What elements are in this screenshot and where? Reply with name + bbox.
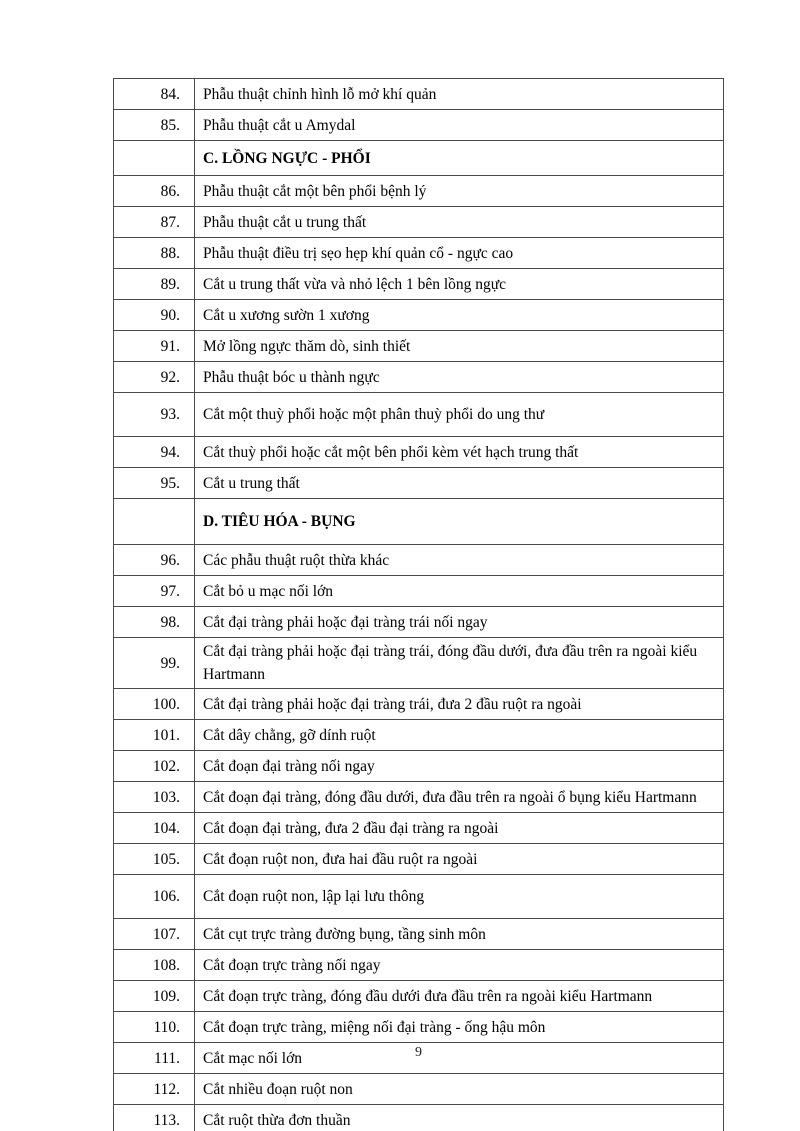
procedure-name: Phẫu thuật cắt một bên phổi bệnh lý — [195, 176, 724, 207]
procedure-row — [114, 1012, 724, 1043]
row-number-cell: 105. — [114, 844, 195, 875]
row-number-cell: 88. — [114, 238, 195, 269]
row-number-cell: 113. — [114, 1105, 195, 1131]
procedure-name: Cắt đoạn trực tràng, miệng nối đại tràng - ống hậu môn — [195, 1012, 724, 1043]
procedure-row — [114, 638, 724, 689]
procedure-row — [114, 362, 724, 393]
procedure-name: Cắt bỏ u mạc nối lớn — [195, 576, 724, 607]
procedure-row — [114, 110, 724, 141]
row-number-cell: 87. — [114, 207, 195, 238]
section-title: D. TIÊU HÓA - BỤNG — [195, 499, 724, 545]
row-number-cell: 112. — [114, 1074, 195, 1105]
procedures-table — [113, 78, 724, 1131]
procedure-name: Cắt u trung thất — [195, 468, 724, 499]
procedure-name: Cắt thuỳ phổi hoặc cắt một bên phổi kèm vét hạch trung thất — [195, 437, 724, 468]
row-number-cell: 94. — [114, 437, 195, 468]
row-number-cell: 86. — [114, 176, 195, 207]
procedure-row — [114, 176, 724, 207]
row-number-cell: 98. — [114, 607, 195, 638]
procedure-row — [114, 813, 724, 844]
procedure-name: Cắt u xương sườn 1 xương — [195, 300, 724, 331]
procedure-name: Cắt đoạn ruột non, lập lại lưu thông — [195, 875, 724, 919]
procedure-name: Phẫu thuật chỉnh hình lỗ mở khí quản — [195, 79, 724, 110]
procedure-name: Phẫu thuật cắt u Amydal — [195, 110, 724, 141]
row-number-cell: 91. — [114, 331, 195, 362]
procedure-name: Cắt đại tràng phải hoặc đại tràng trái nối ngay — [195, 607, 724, 638]
procedure-name: Cắt ruột thừa đơn thuần — [195, 1105, 724, 1131]
row-number-cell: 110. — [114, 1012, 195, 1043]
procedure-row — [114, 300, 724, 331]
procedure-name: Phẫu thuật điều trị sẹo hẹp khí quản cổ - ngực cao — [195, 238, 724, 269]
procedure-row — [114, 79, 724, 110]
row-number-cell: 111. — [114, 1043, 195, 1074]
procedure-name: Cắt đoạn ruột non, đưa hai đầu ruột ra ngoài — [195, 844, 724, 875]
row-number-cell: 89. — [114, 269, 195, 300]
procedure-name: Cắt đại tràng phải hoặc đại tràng trái, đưa 2 đầu ruột ra ngoài — [195, 689, 724, 720]
procedure-row — [114, 437, 724, 468]
procedure-name: Cắt đại tràng phải hoặc đại tràng trái, đóng đầu dưới, đưa đầu trên ra ngoài kiểu Hartmann — [195, 638, 724, 689]
row-number-cell: 84. — [114, 79, 195, 110]
section-header-row — [114, 141, 724, 176]
procedure-row — [114, 919, 724, 950]
row-number-cell: 100. — [114, 689, 195, 720]
procedure-row — [114, 269, 724, 300]
row-number-cell: 108. — [114, 950, 195, 981]
procedures-table-body — [114, 79, 724, 1131]
procedure-row — [114, 751, 724, 782]
procedure-name: Cắt cụt trực tràng đường bụng, tầng sinh môn — [195, 919, 724, 950]
row-number-cell — [114, 499, 195, 545]
row-number-cell: 97. — [114, 576, 195, 607]
row-number-cell: 99. — [114, 638, 195, 689]
row-number-cell: 96. — [114, 545, 195, 576]
procedure-row — [114, 238, 724, 269]
row-number-cell: 109. — [114, 981, 195, 1012]
procedure-name: Cắt đoạn trực tràng, đóng đầu dưới đưa đầu trên ra ngoài kiểu Hartmann — [195, 981, 724, 1012]
procedure-name: Cắt đoạn đại tràng, đưa 2 đầu đại tràng ra ngoài — [195, 813, 724, 844]
procedure-name: Cắt nhiều đoạn ruột non — [195, 1074, 724, 1105]
procedure-name: Phẫu thuật cắt u trung thất — [195, 207, 724, 238]
row-number-cell: 85. — [114, 110, 195, 141]
procedure-name: Cắt đoạn đại tràng nối ngay — [195, 751, 724, 782]
procedure-name: Cắt mạc nối lớn — [195, 1043, 724, 1074]
procedure-row — [114, 950, 724, 981]
procedure-name: Phẫu thuật bóc u thành ngực — [195, 362, 724, 393]
row-number-cell: 104. — [114, 813, 195, 844]
procedure-row — [114, 607, 724, 638]
section-header-row — [114, 499, 724, 545]
procedure-row — [114, 689, 724, 720]
row-number-cell: 106. — [114, 875, 195, 919]
procedure-row — [114, 576, 724, 607]
procedure-row — [114, 844, 724, 875]
procedure-row — [114, 207, 724, 238]
procedure-row — [114, 875, 724, 919]
row-number-cell: 90. — [114, 300, 195, 331]
row-number-cell: 93. — [114, 393, 195, 437]
row-number-cell: 103. — [114, 782, 195, 813]
procedure-row — [114, 331, 724, 362]
procedure-name: Các phẫu thuật ruột thừa khác — [195, 545, 724, 576]
procedure-row — [114, 393, 724, 437]
section-title: C. LỒNG NGỰC - PHỔI — [195, 141, 724, 176]
procedure-name: Cắt đoạn đại tràng, đóng đầu dưới, đưa đầu trên ra ngoài ổ bụng kiểu Hartmann — [195, 782, 724, 813]
procedure-row — [114, 545, 724, 576]
row-number-cell: 95. — [114, 468, 195, 499]
procedure-name: Mở lồng ngực thăm dò, sinh thiết — [195, 331, 724, 362]
page-number: 9 — [415, 1045, 422, 1060]
procedure-row — [114, 1105, 724, 1131]
row-number-cell: 92. — [114, 362, 195, 393]
procedure-name: Cắt u trung thất vừa và nhỏ lệch 1 bên lồng ngực — [195, 269, 724, 300]
procedure-name: Cắt dây chằng, gỡ dính ruột — [195, 720, 724, 751]
procedure-row — [114, 1074, 724, 1105]
procedure-name: Cắt đoạn trực tràng nối ngay — [195, 950, 724, 981]
procedure-row — [114, 720, 724, 751]
row-number-cell: 102. — [114, 751, 195, 782]
procedure-name: Cắt một thuỳ phổi hoặc một phân thuỳ phổi do ung thư — [195, 393, 724, 437]
procedure-row — [114, 468, 724, 499]
row-number-cell: 101. — [114, 720, 195, 751]
row-number-cell — [114, 141, 195, 176]
procedure-row — [114, 782, 724, 813]
procedure-row — [114, 981, 724, 1012]
row-number-cell: 107. — [114, 919, 195, 950]
